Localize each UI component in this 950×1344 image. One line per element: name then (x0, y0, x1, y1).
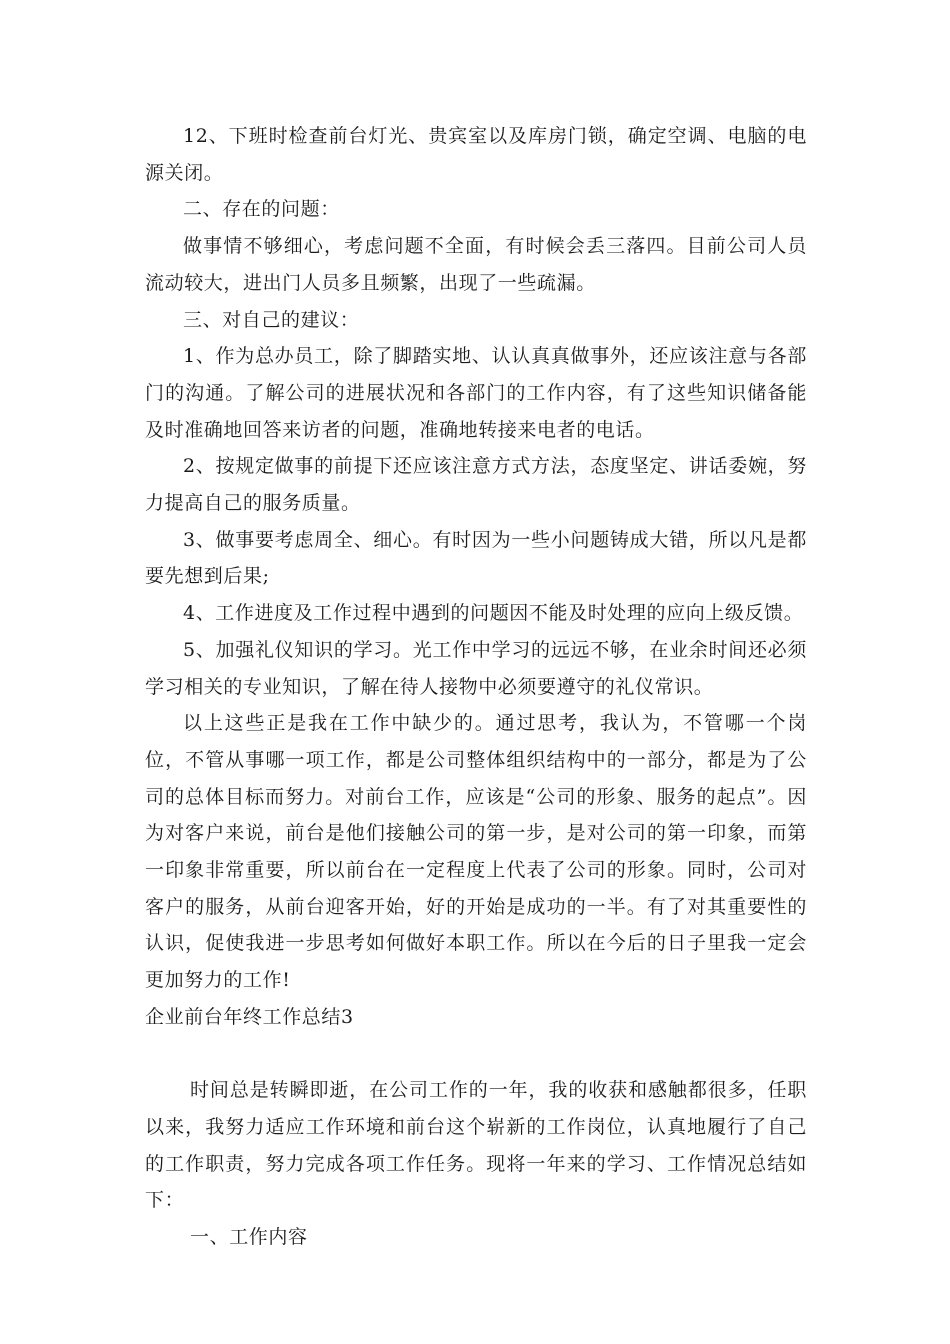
paragraph-suggestion-1: 1、作为总办员工，除了脚踏实地、认认真真做事外，还应该注意与各部门的沟通。了解公司的进展状况和各部门的工作内容，有了这些知识储备能及时准确地回答来访者的问题，准确地转接来电者的电话。 (145, 345, 807, 441)
heading-existing-problems: 二、存在的问题： (183, 198, 340, 221)
paragraph-suggestion-3: 3、做事要考虑周全、细心。有时因为一些小问题铸成大错，所以凡是都要先想到后果; (145, 528, 807, 588)
paragraph-intro: 时间总是转瞬即逝，在公司工作的一年，我的收获和感触都很多，任职以来，我努力适应工作环境和前台这个崭新的工作岗位，认真地履行了自己的工作职责，努力完成各项工作任务。现将一年来的学习、工作情况总结如下： (145, 1079, 807, 1212)
paragraph-conclusion: 以上这些正是我在工作中缺少的。通过思考，我认为，不管哪一个岗位，不管从事哪一项工作，都是公司整体组织结构中的一部分，都是为了公司的总体目标而努力。对前台工作，应该是“公司的形象、服务的起点”。因为对客户来说，前台是他们接触公司的第一步，是对公司的第一印象，而第一印象非常重要，所以前台在一定程度上代表了公司的形象。同时，公司对客户的服务，从前台迎客开始，好的开始是成功的一半。有了对其重要性的认识，促使我进一步思考如何做好本职工作。所以在今后的日子里我一定会更加努力的工作! (145, 712, 807, 992)
heading-work-content: 一、工作内容 (190, 1226, 308, 1249)
heading-self-suggestions: 三、对自己的建议： (183, 308, 360, 331)
paragraph-suggestion-5: 5、加强礼仪知识的学习。光工作中学习的远远不够，在业余时间还必须学习相关的专业知识，了解在待人接物中必须要遵守的礼仪常识。 (145, 638, 807, 698)
paragraph-suggestion-2: 2、按规定做事的前提下还应该注意方式方法，态度坚定、讲话委婉，努力提高自己的服务质量。 (145, 455, 807, 515)
section-title: 企业前台年终工作总结3 (145, 1005, 354, 1028)
paragraph-item-12: 12、下班时检查前台灯光、贵宾室以及库房门锁，确定空调、电脑的电源关闭。 (145, 125, 807, 184)
document-body (145, 118, 807, 1256)
paragraph-problems: 做事情不够细心，考虑问题不全面，有时候会丢三落四。目前公司人员流动较大，进出门人员多且频繁，出现了一些疏漏。 (145, 235, 807, 294)
paragraph-suggestion-4: 4、工作进度及工作过程中遇到的问题因不能及时处理的应向上级反馈。 (183, 602, 804, 625)
blank-line (145, 1036, 807, 1073)
